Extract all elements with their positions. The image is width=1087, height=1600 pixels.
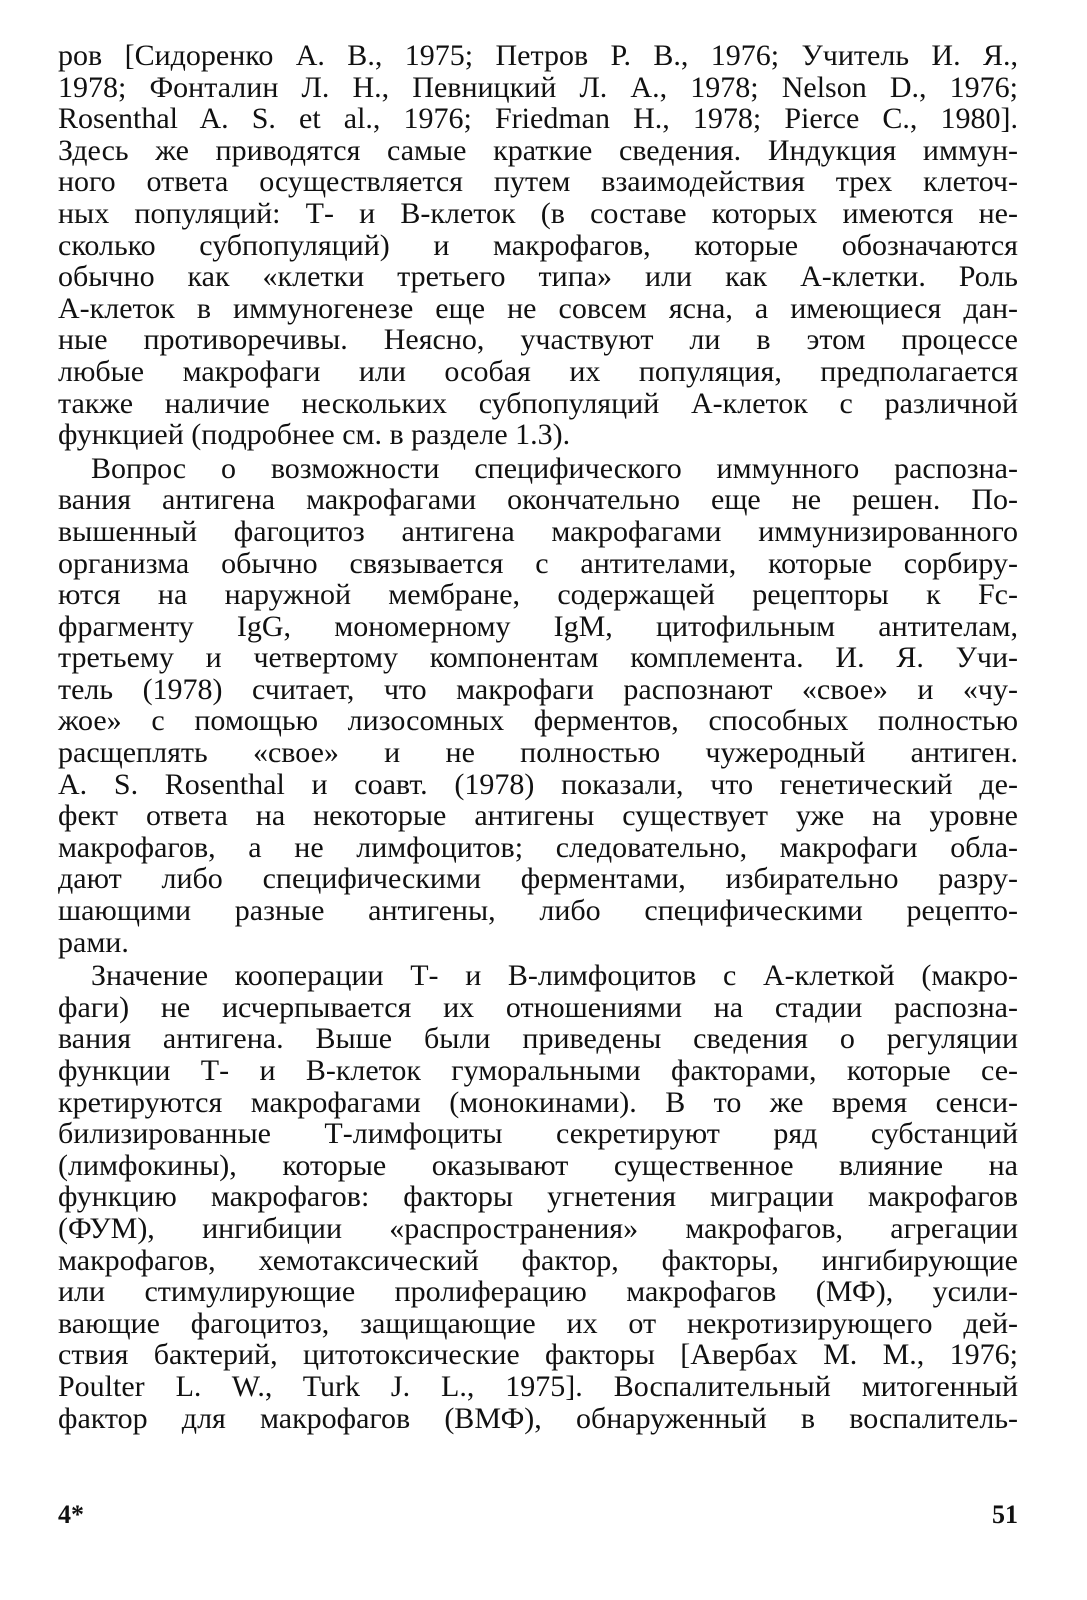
text-line: макрофагов, а не лимфоцитов; следовательно, макрофаги обла- <box>58 830 1018 864</box>
text-line: Rosenthal A. S. et al., 1976; Friedman H., 1978; Pierce C., 1980]. <box>58 102 1018 136</box>
text-line: Значение кооперации Т- и В-лимфоцитов с А-клеткой (макро- <box>91 959 1018 993</box>
page-body <box>58 40 1018 1434</box>
page-number: 51 <box>992 1500 1018 1529</box>
text-line: шающими разные антигены, либо специфическими рецепто- <box>58 894 1018 928</box>
text-line: функцией (подробнее см. в разделе 1.3). <box>58 418 571 452</box>
text-line: ров [Сидоренко А. В., 1975; Петров Р. В., 1976; Учитель И. Я., <box>58 39 1018 72</box>
text-line: кретируются макрофагами (монокинами). В то же время сенси- <box>58 1085 1018 1119</box>
paragraph-3 <box>58 960 1018 1434</box>
text-line: вышенный фагоцитоз антигена макрофагами иммунизированного <box>58 514 1018 548</box>
text-line: вания антигена. Выше были приведены сведения о регуляции <box>58 1022 1018 1056</box>
text-line: Poulter L. W., Turk J. L., 1975]. Воспалительный митогенный <box>58 1369 1018 1403</box>
text-line: фрагменту IgG, мономерному IgM, цитофильным антителам, <box>58 609 1018 643</box>
paragraph-2 <box>58 453 1018 959</box>
text-line: (лимфокины), которые оказывают существенное влияние на <box>58 1148 1018 1182</box>
text-line: функции Т- и В-клеток гуморальными факторами, которые се- <box>58 1054 1018 1087</box>
text-line: обычно как «клетки третьего типа» или как А-клетки. Роль <box>58 260 1018 294</box>
page-footer <box>58 1500 1018 1536</box>
text-line: макрофагов, хемотаксический фактор, факторы, ингибирующие <box>58 1243 1018 1277</box>
text-line: вающие фагоцитоз, защищающие их от некротизирующего дей- <box>58 1306 1018 1340</box>
text-line: ные противоречивы. Неясно, участвуют ли в этом процессе <box>58 323 1018 357</box>
text-line: фаги) не исчерпывается их отношениями на стадии распозна- <box>58 990 1018 1024</box>
text-line: ного ответа осуществляется путем взаимодействия трех клеточ- <box>58 165 1018 199</box>
text-line: третьему и четвертому компонентам комплемента. И. Я. Учи- <box>58 641 1018 675</box>
text-line: ются на наружной мембране, содержащей рецепторы к Fc- <box>58 578 1018 612</box>
text-line: жое» с помощью лизосомных ферментов, способных полностью <box>58 704 1018 738</box>
text-line: также наличие нескольких субпопуляций А-клеток с различной <box>58 386 1018 420</box>
text-line: функцию макрофагов: факторы угнетения миграции макрофагов <box>58 1180 1018 1214</box>
text-line: дают либо специфическими ферментами, избирательно разру- <box>58 862 1018 896</box>
text-line: ствия бактерий, цитотоксические факторы [Авербах М. М., 1976; <box>58 1338 1018 1372</box>
text-line: тель (1978) считает, что макрофаги распознают «свое» и «чу- <box>58 672 1018 706</box>
text-line: (ФУМ), ингибиции «распространения» макрофагов, агрегации <box>58 1211 1018 1245</box>
text-line: ных популяций: Т- и В-клеток (в составе которых имеются не- <box>58 196 1018 230</box>
text-line: или стимулирующие пролиферацию макрофагов (МФ), усили- <box>58 1275 1018 1309</box>
paragraph-1 <box>58 40 1018 451</box>
text-line: любые макрофаги или особая их популяция, предполагается <box>58 354 1018 388</box>
text-line: сколько субпопуляций) и макрофагов, которые обозначаются <box>58 228 1018 262</box>
text-line: 1978; Фонталин Л. Н., Певницкий Л. А., 1978; Nelson D., 1976; <box>58 70 1018 104</box>
text-line: рами. <box>58 925 129 959</box>
text-line: фект ответа на некоторые антигены существует уже на уровне <box>58 799 1018 833</box>
text-line: вания антигена макрофагами окончательно еще не решен. По- <box>58 483 1018 517</box>
signature-mark: 4* <box>58 1500 84 1529</box>
text-line: фактор для макрофагов (ВМФ), обнаруженный в воспалитель- <box>58 1401 1018 1435</box>
text-line: организма обычно связывается с антителами, которые сорбиру- <box>58 546 1018 580</box>
text-line: расщеплять «свое» и не полностью чужеродный антиген. <box>58 736 1018 770</box>
text-line: А-клеток в иммуногенезе еще не совсем ясна, а имеющиеся дан- <box>58 291 1018 325</box>
text-line: A. S. Rosenthal и соавт. (1978) показали, что генетический де- <box>58 767 1018 801</box>
text-line: билизированные Т-лимфоциты секретируют ряд субстанций <box>58 1117 1018 1151</box>
text-line: Вопрос о возможности специфического иммунного распозна- <box>91 451 1018 485</box>
text-line: Здесь же приводятся самые краткие сведения. Индукция иммун- <box>58 133 1018 167</box>
